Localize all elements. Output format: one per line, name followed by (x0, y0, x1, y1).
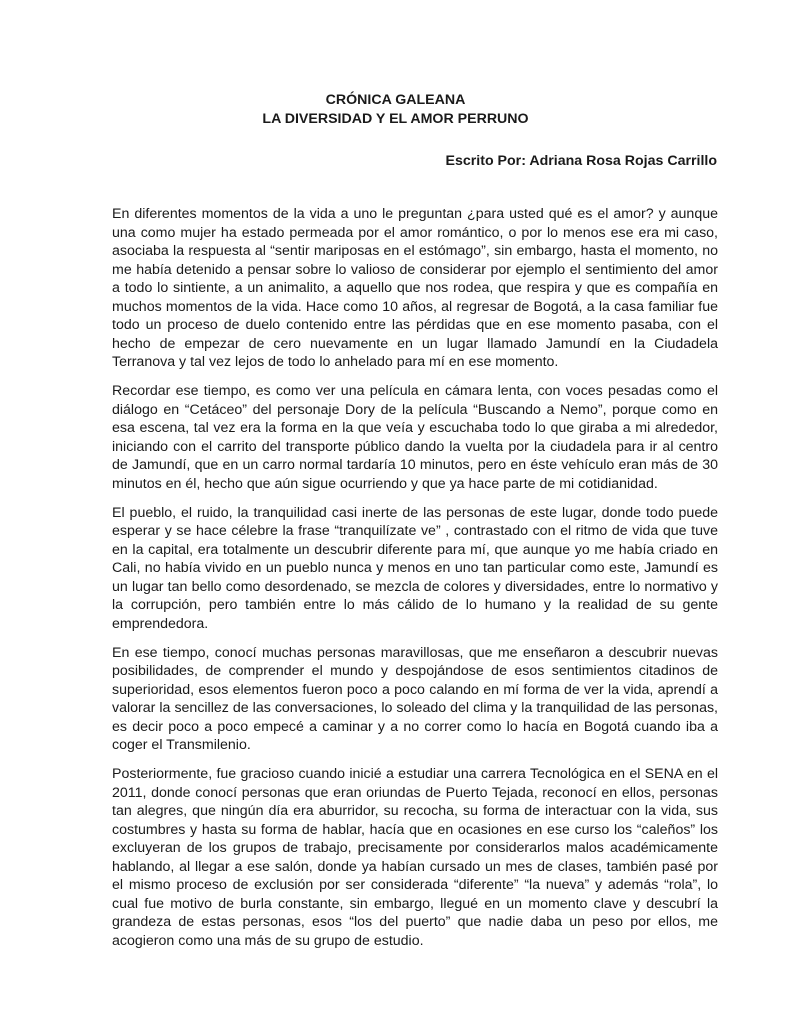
document-body (112, 205, 718, 961)
author-line: Escrito Por: Adriana Rosa Rojas Carrillo (445, 153, 717, 169)
title-line-2: LA DIVERSIDAD Y EL AMOR PERRUNO (262, 110, 529, 127)
paragraph-2: Recordar ese tiempo, es como ver una película en cámara lenta, con voces pesadas como el diálogo en “Cetáceo” del personaje Dory de la película “Buscando a Nemo”, porque como en esa escena, tal vez era la forma en la que veía y escuchaba todo lo que giraba a mi alrededor, iniciando con el carrito del transporte público dando la vuelta por la ciudadela para ir al centro de Jamundí, que en un carro normal tardaría 10 minutos, pero en éste vehículo eran más de 30 minutos en él, hecho que aún sigue ocurriendo y que ya hace parte de mi cotidianidad. (112, 383, 718, 492)
paragraph-1: En diferentes momentos de la vida a uno le preguntan ¿para usted qué es el amor? y aunque una como mujer ha estado permeada por el amor romántico, o por lo menos ese era mi caso, asociaba la respuesta al “sentir mariposas en el estómago”, sin embargo, hasta el momento, no me había detenido a pensar sobre lo valioso de considerar por ejemplo el sentimiento del amor a todo lo sintiente, a un animalito, a aquello que nos rodea, que respira y que es compañía en muchos momentos de la vida. Hace como 10 años, al regresar de Bogotá, a la casa familiar fue todo un proceso de duelo contenido entre las pérdidas que en ese momento pasaba, con el hecho de empezar de cero nuevamente en un lugar llamado Jamundí en la Ciudadela Terranova y tal vez lejos de todo lo anhelado para mí en ese momento. (112, 206, 718, 370)
paragraph-5: Posteriormente, fue gracioso cuando inicié a estudiar una carrera Tecnológica en el SENA en el 2011, donde conocí personas que eran oriundas de Puerto Tejada, reconocí en ellos, personas tan alegres, que ningún día era aburridor, su recocha, su forma de interactuar con la vida, sus costumbres y hasta su forma de hablar, hacía que en ocasiones en ese curso los “caleños” los excluyeran de los grupos de trabajo, precisamente por considerarlos malos académicamente hablando, al llegar a ese salón, donde ya habían cursado un mes de clases, también pasé por el mismo proceso de exclusión por ser considerada “diferente” “la nueva” y además “rola”, lo cual fue motivo de burla constante, sin embargo, llegué en un momento clave y descubrí la grandeza de estas personas, esos “los del puerto” que nadie daba un peso por ellos, me acogieron como una más de su grupo de estudio. (112, 766, 718, 949)
paragraph-3: El pueblo, el ruido, la tranquilidad casi inerte de las personas de este lugar, donde todo puede esperar y se hace célebre la frase “tranquilízate ve” , contrastado con el ritmo de vida que tuve en la capital, era totalmente un descubrir diferente para mí, que aunque yo me había criado en Cali, no había vivido en un pueblo nunca y menos en uno tan particular como este, Jamundí es un lugar tan bello como desordenado, se mezcla de colores y diversidades, entre lo normativo y la corrupción, pero también entre lo más cálido de lo humano y la realidad de su gente emprendedora. (112, 504, 718, 632)
title-line-1: CRÓNICA GALEANA (325, 92, 466, 108)
paragraph-4: En ese tiempo, conocí muchas personas maravillosas, que me enseñaron a descubrir nuevas posibilidades, de comprender el mundo y despojándose de esos sentimientos citadinos de superioridad, esos elementos fueron poco a poco calando en mí forma de ver la vida, aprendí a valorar la sencillez de las conversaciones, lo soleado del clima y la tranquilidad de las personas, es decir poco a poco empecé a caminar y a no correr como lo hacía en Bogotá cuando iba a coger el Transmilenio. (112, 644, 718, 753)
document-title (0, 91, 791, 128)
